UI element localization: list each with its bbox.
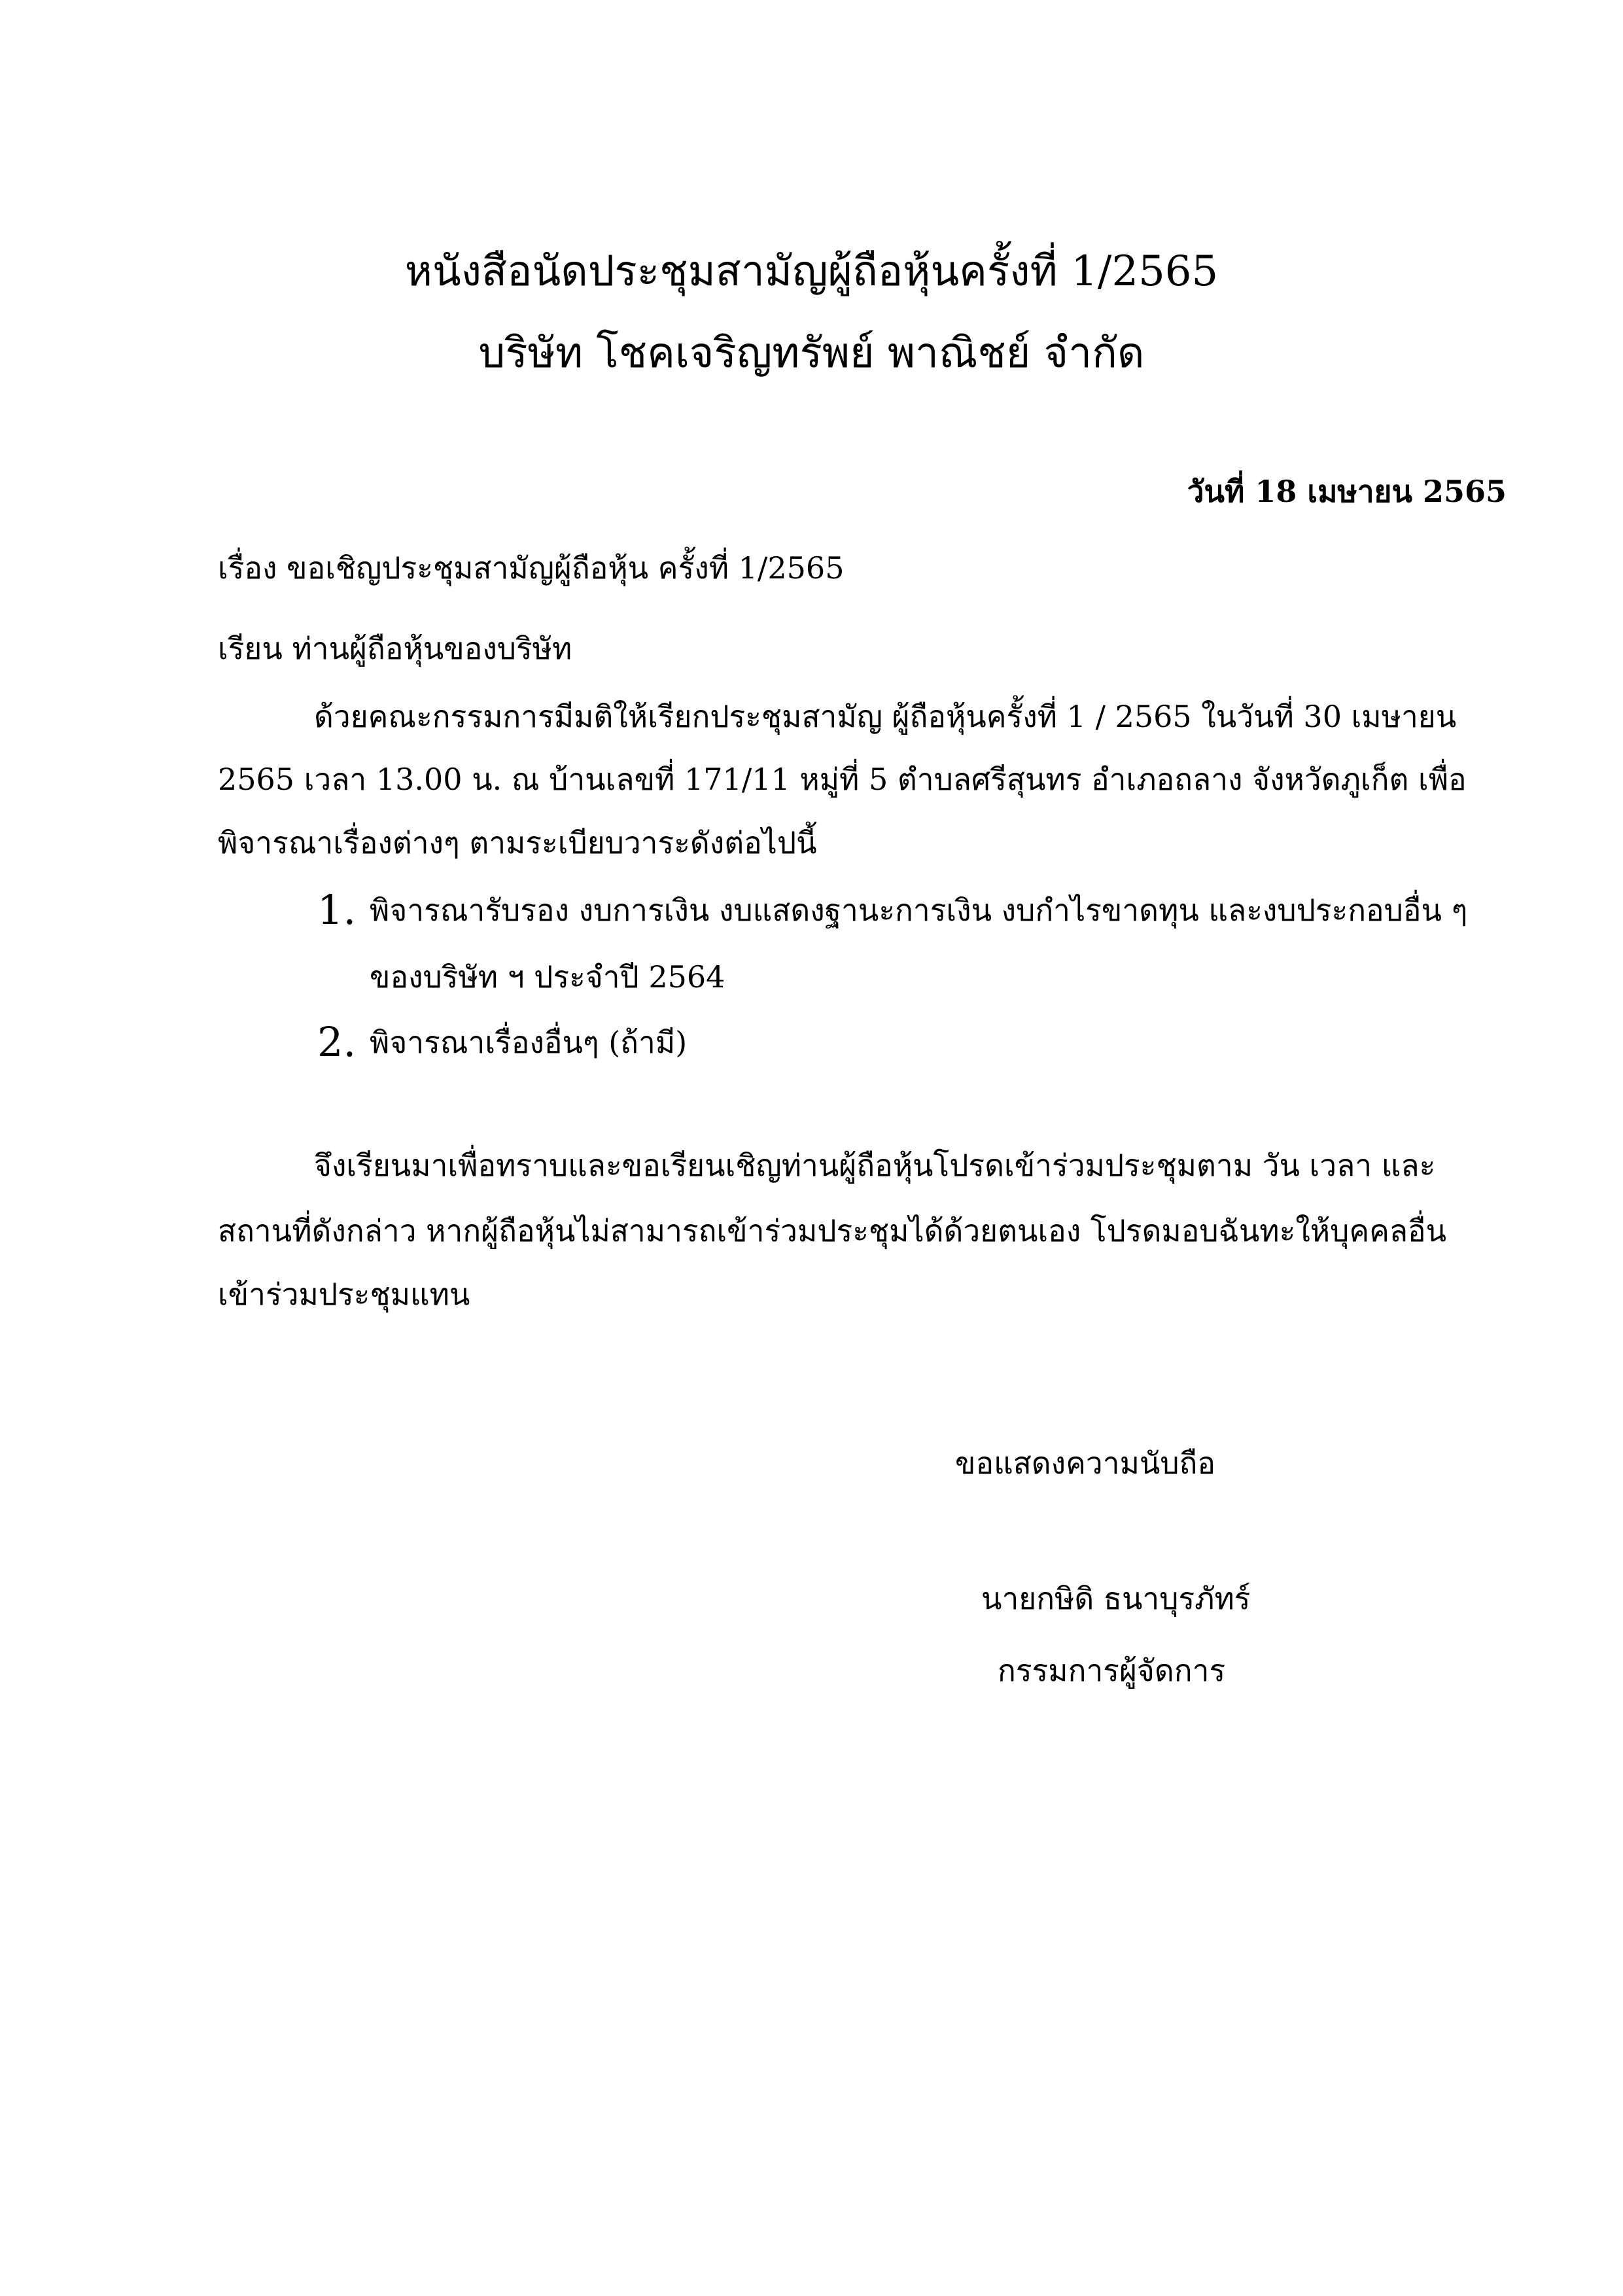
paragraph1-line3: พิจารณาเรื่องต่างๆ ตามระเบียบวาระดังต่อไปนี้ bbox=[218, 825, 817, 860]
signer-name: นายกษิดิ ธนาบุรภัทร์ bbox=[981, 1581, 1251, 1616]
document-date: วันที่ 18 เมษายน 2565 bbox=[1187, 474, 1507, 509]
subject-line: เรื่อง ขอเชิญประชุมสามัญผู้ถือหุ้น ครั้งที่ 1/2565 bbox=[218, 550, 845, 586]
agenda-item-2-number: 2. bbox=[317, 1018, 357, 1066]
agenda-item-1-line2: ของบริษัท ฯ ประจำปี 2564 bbox=[370, 959, 725, 995]
document-title: หนังสือนัดประชุมสามัญผู้ถือหุ้นครั้งที่ 1/2565 bbox=[404, 247, 1219, 296]
paragraph2-line3: เข้าร่วมประชุมแทน bbox=[218, 1277, 470, 1312]
agenda-item-2-line1: พิจารณาเรื่องอื่นๆ (ถ้ามี) bbox=[370, 1025, 688, 1060]
paragraph2-line2: สถานที่ดังกล่าว หากผู้ถือหุ้นไม่สามารถเข้าร่วมประชุมได้ด้วยตนเอง โปรดมอบฉันทะให้บุคคลอื่น bbox=[218, 1213, 1447, 1248]
company-name: บริษัท โชคเจริญทรัพย์ พาณิชย์ จำกัด bbox=[478, 329, 1145, 378]
signer-position: กรรมการผู้จัดการ bbox=[998, 1653, 1226, 1688]
agenda-item-1-line1: พิจารณารับรอง งบการเงิน งบแสดงฐานะการเงิน งบกำไรขาดทุน และงบประกอบอื่น ๆ bbox=[370, 892, 1468, 928]
salutation: เรียน ท่านผู้ถือหุ้นของบริษัท bbox=[218, 631, 572, 666]
paragraph1-line2: 2565 เวลา 13.00 น. ณ บ้านเลขที่ 171/11 หมู่ที่ 5 ตำบลศรีสุนทร อำเภอถลาง จังหวัดภูเก็ต เพื่อ bbox=[218, 762, 1467, 797]
closing-phrase: ขอแสดงความนับถือ bbox=[955, 1445, 1216, 1481]
paragraph1-line1: ด้วยคณะกรรมการมีมติให้เรียกประชุมสามัญ ผู้ถือหุ้นครั้งที่ 1 / 2565 ในวันที่ 30 เมษายน bbox=[314, 699, 1457, 734]
paragraph2-line1: จึงเรียนมาเพื่อทราบและขอเรียนเชิญท่านผู้ถือหุ้นโปรดเข้าร่วมประชุมตาม วัน เวลา และ bbox=[314, 1148, 1436, 1183]
agenda-item-1-number: 1. bbox=[317, 886, 357, 934]
